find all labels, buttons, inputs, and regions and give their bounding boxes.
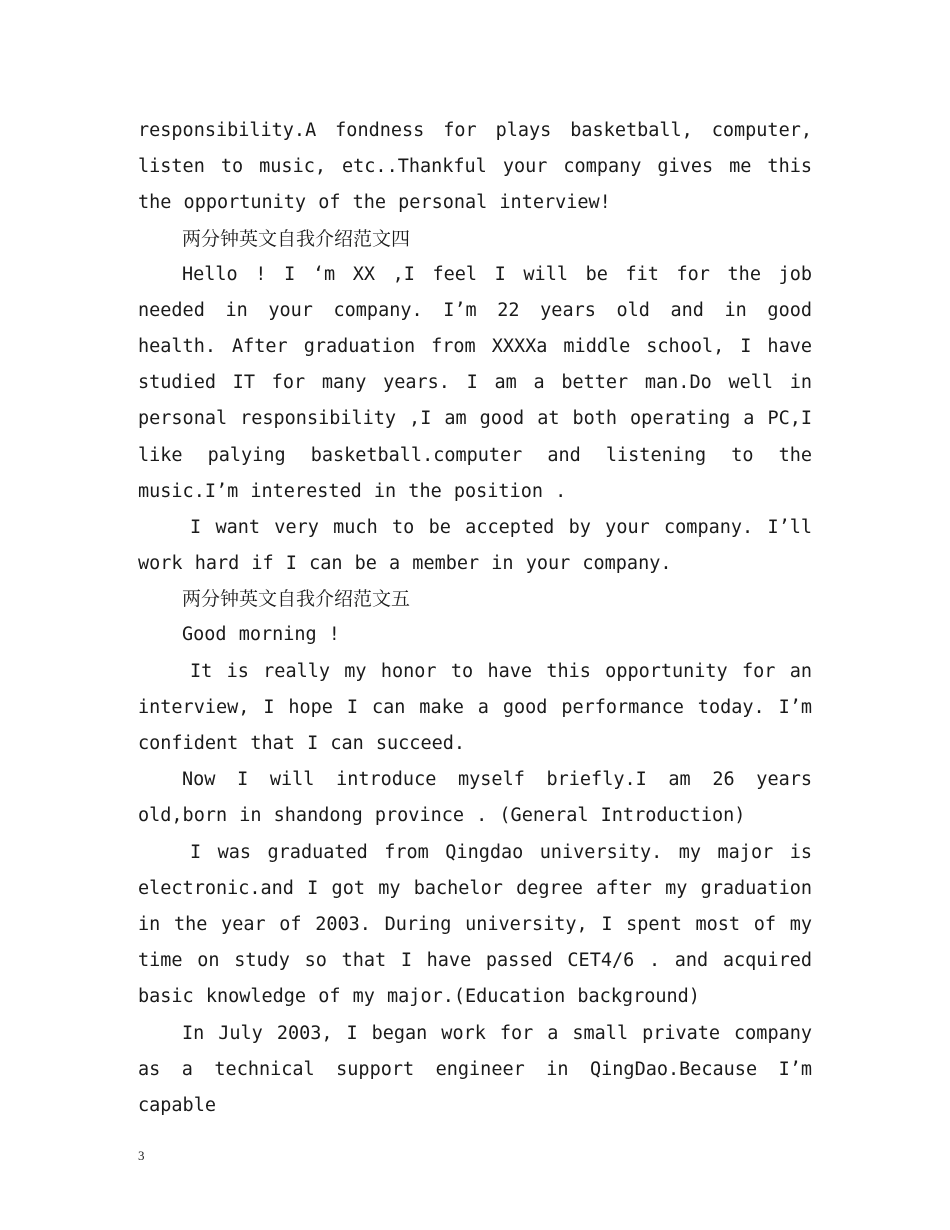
paragraph-8: In July 2003, I began work for a small private company as a technical support engineer in QingDao.Because I’m capable: [138, 1022, 812, 1117]
paragraph-6: Now I will introduce myself briefly.I am 26 years old,born in shandong province . (General Introduction): [138, 769, 812, 827]
document-body: [138, 113, 812, 1124]
paragraph-1: responsibility.A fondness for plays basketball, computer, listen to music, etc..Thankful your company gives me this the opportunity of the personal interview!: [138, 120, 812, 214]
paragraph-2: Hello ! I ‘m XX ,I feel I will be fit for the job needed in your company. I’m 22 years old and in good health. After graduation from XXXXa middle school, I have studied IT for many years. I am a better man.Do well in personal responsibility ,I am good at both operating a PC,I like palying basketball.computer and listening to the music.I’m interested in the position .: [138, 263, 812, 502]
paragraph-3: I want very much to be accepted by your company. I’ll work hard if I can be a member in your company.: [138, 517, 812, 575]
paragraph-7: I was graduated from Qingdao university. my major is electronic.and I got my bachelor degree after my graduation in the year of 2003. During university, I spent most of my time on study so that I have passed CET4/6 . and acquired basic knowledge of my major.(Education background): [138, 841, 812, 1008]
paragraph-4: Good morning !: [182, 624, 340, 646]
section-heading-4: 两分钟英文自我介绍范文四: [182, 227, 411, 250]
section-heading-5: 两分钟英文自我介绍范文五: [182, 588, 411, 611]
page-number: 3: [138, 1148, 145, 1163]
paragraph-5: It is really my honor to have this opportunity for an interview, I hope I can make a good performance today. I’m confident that I can succeed.: [138, 660, 812, 755]
